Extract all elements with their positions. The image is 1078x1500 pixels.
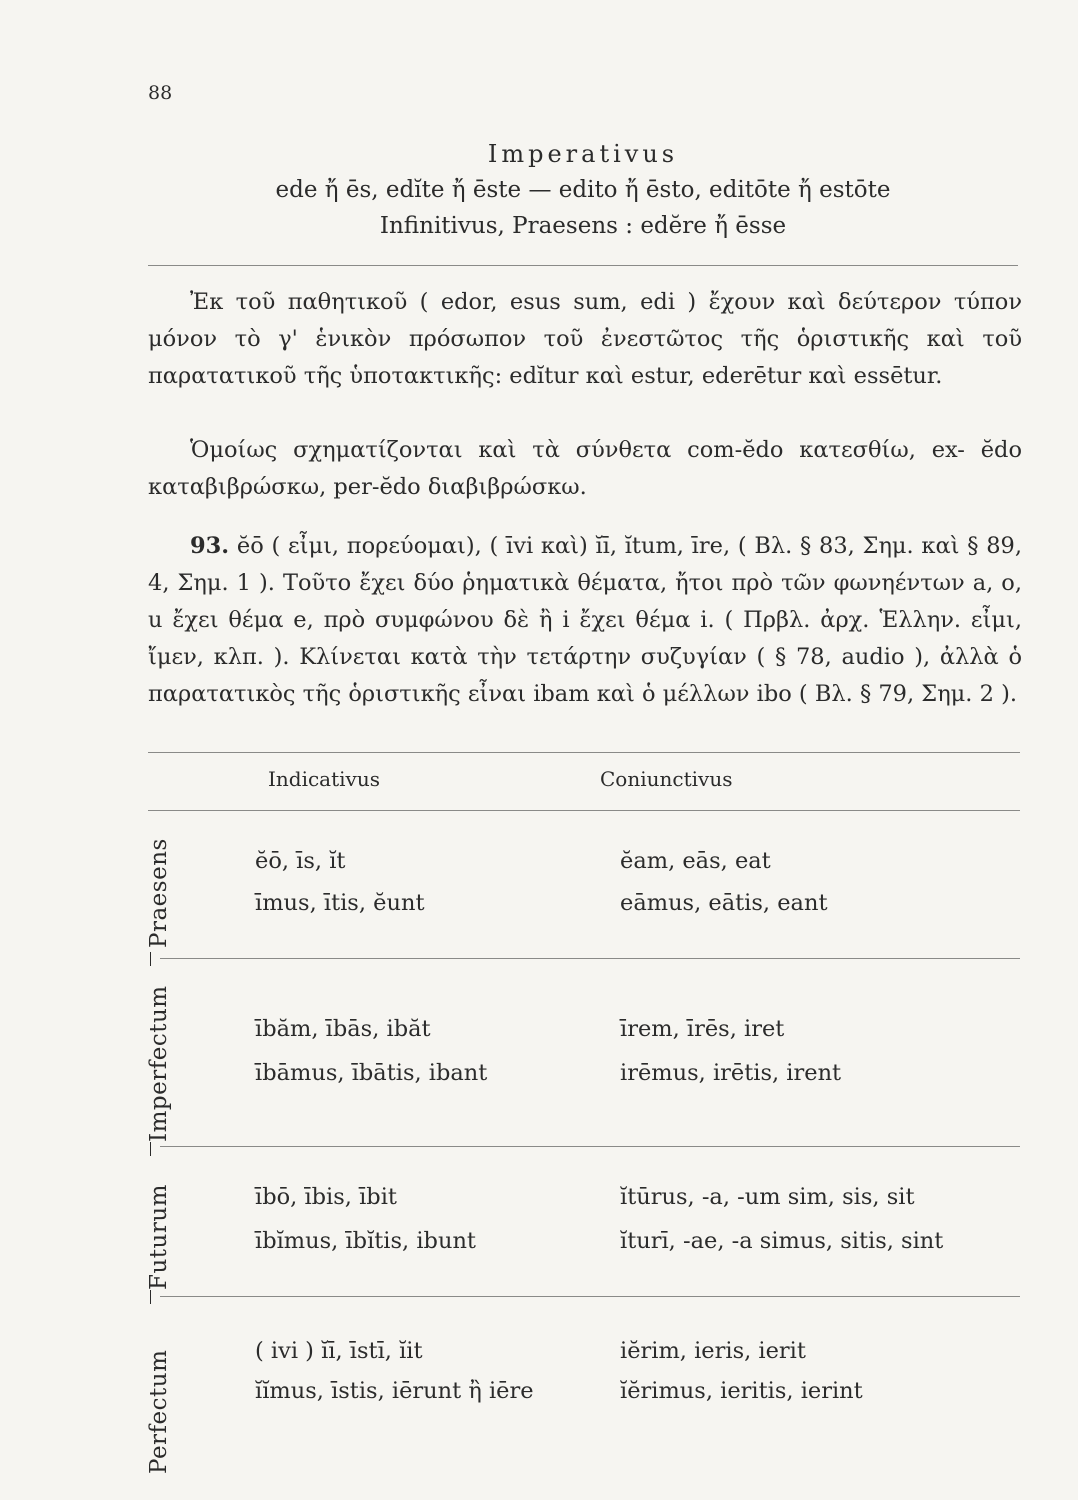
row-rule [160,1296,1020,1297]
table-header-rule [148,810,1020,811]
paragraph-line: τύπον μόνον τὸ γ' ἑνικὸν πρόσωπον τοῦ ἐνεστῶτος τῆς ὁριστικῆς καὶ [148,289,1022,352]
paragraph-passive-forms [148,284,1022,395]
table-cell: eāmus, eātis, eant [620,890,828,916]
paragraph-line: ( Πρβλ. ἀρχ. Ἑλλην. εἶμι, ἴμεν, κλπ. ). Κλίνεται κατὰ τὴν τετάρτην [148,607,1023,670]
paragraph-line: τοῦ παρατατικοῦ τῆς ὑποτακτικῆς: edĭtur καὶ estur, ederētur καὶ [148,326,1023,389]
tense-label-praesens: Praesens [146,838,172,948]
paragraph-line: συζυγίαν ( § 78, audio ), ἀλλὰ ὁ παρατατικὸς τῆς ὁριστικῆς εἶναι ibam [148,644,1022,707]
paragraph-section-93 [148,528,1022,713]
section-divider [148,265,1018,266]
table-cell: ĕō, īs, ĭt [255,848,346,874]
table-cell: irēmus, irētis, irent [620,1060,842,1086]
paragraph-line: Ἐκ τοῦ παθητικοῦ ( edor, esus sum, edi ) ἔχουν καὶ δεύτερον [190,289,942,315]
table-cell: ĭĕrimus, ieritis, ierint [620,1378,863,1404]
table-cell: ĭturī, -ae, -a simus, sitis, sint [620,1228,944,1254]
table-cell: iĕrim, ieris, ierit [620,1338,806,1364]
paragraph-line: essētur. [853,363,943,389]
table-cell: ĭtūrus, -a, -um sim, sis, sit [620,1184,915,1210]
table-cell: ĭĭmus, īstis, iērunt ἢ iēre [255,1378,534,1404]
paragraph-line: τῶν φωνηέντων a, o, u ἔχει θέμα e, πρὸ συμφώνου δὲ ἢ i ἔχει θέμα i. [148,570,1022,633]
table-cell: ( ivi ) ĭī, īstī, ĭit [255,1338,423,1364]
paragraph-line: ĕō ( εἶμι, πορεύομαι), ( īvi καὶ) ĭī, ĭtum, īre, ( Βλ. § 83, [236,533,855,559]
paragraph-compounds [148,432,1022,506]
table-cell: īmus, ītis, ĕunt [255,890,425,916]
table-cell: ĕam, eās, eat [620,848,771,874]
tense-label-imperfectum: Imperfectum [146,985,172,1142]
table-cell: ībō, ībis, ībit [255,1184,397,1210]
table-cell: īrem, īrēs, iret [620,1016,785,1042]
column-header-coniunctivus: Coniunctivus [600,767,733,791]
row-separator-tick [150,952,151,966]
table-cell: ībĭmus, ībĭtis, ibunt [255,1228,476,1254]
table-cell: ībăm, ībās, ibăt [255,1016,431,1042]
imperativus-heading: Imperativus [487,140,679,168]
section-number: 93. [190,533,230,559]
column-header-indicativus: Indicativus [268,767,380,791]
row-rule [160,958,1020,959]
paragraph-line: Ὁμοίως σχηματίζονται καὶ τὰ σύνθετα com-ĕdo κατεσθίω, ex- [190,437,965,463]
page-number: 88 [148,82,173,104]
tense-label-perfectum: Perfectum [146,1349,172,1474]
table-top-rule [148,752,1020,753]
paragraph-line: Σημ. καὶ § 89, 4, Σημ. 1 ). Τοῦτο ἔχει δύο ῥηματικὰ θέματα, ἤτοι πρὸ [148,533,1022,596]
infinitive-line: Infinitivus, Praesens : edĕre ἤ ēsse [379,213,787,239]
row-separator-tick [150,1142,151,1156]
paragraph-line: ĕdo καταβιβρώσκω, per-ĕdo διαβιβρώσκω. [148,437,1022,500]
imperative-forms-line: ede ἤ ēs, edĭte ἤ ēste — edito ἤ ēsto, editōte ἤ estōte [275,177,891,203]
tense-label-futurum: Futurum [146,1184,172,1290]
row-rule [160,1146,1020,1147]
table-cell: ībāmus, ībātis, ibant [255,1060,488,1086]
paragraph-line: καὶ ὁ μέλλων ibo ( Βλ. § 79, Σημ. 2 ). [596,681,1018,707]
row-separator-tick [150,1290,151,1304]
